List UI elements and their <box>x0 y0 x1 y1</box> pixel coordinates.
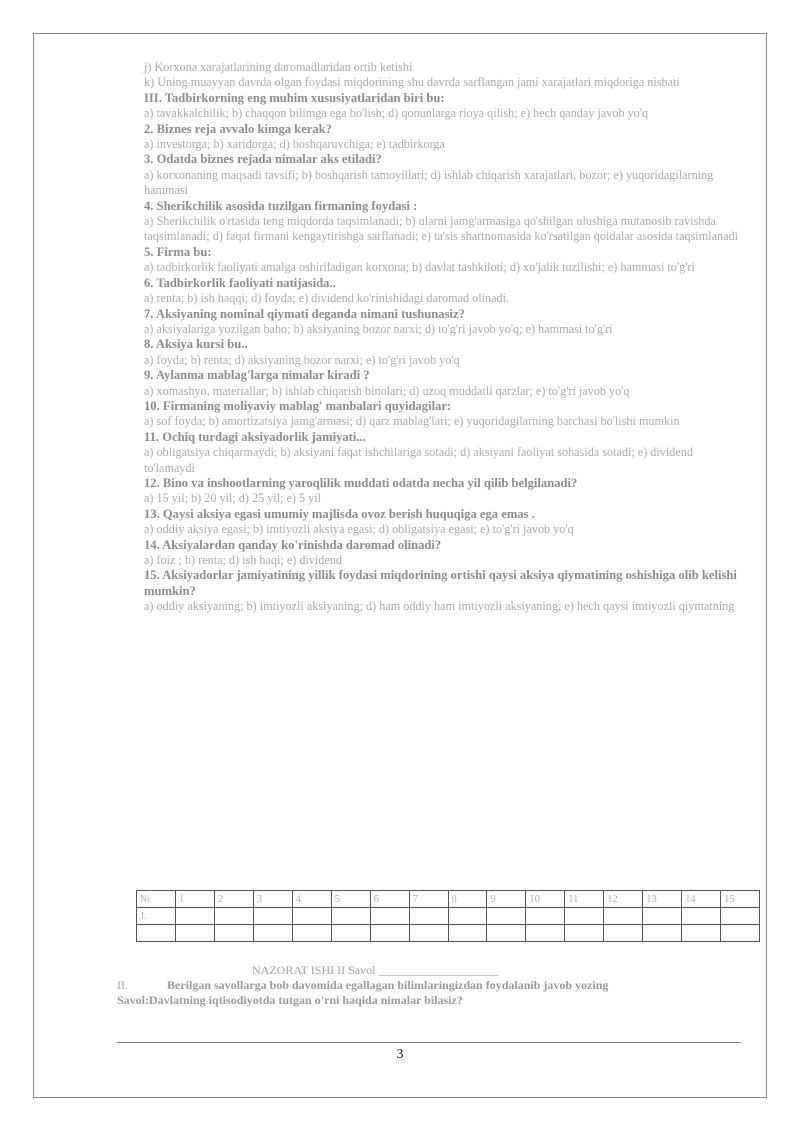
grid-cell <box>214 908 253 925</box>
question-text: 8. Aksiya kursi bu.. <box>144 337 248 352</box>
grid-cell <box>604 925 643 942</box>
grid-cell <box>721 925 760 942</box>
grid-cell <box>682 925 721 942</box>
answer-options: a) foyda; b) renta; d) aksiyaning bozor narxi; e) to'g'ri javob yo'q <box>144 352 460 367</box>
task-number: II. <box>117 978 128 992</box>
grid-cell <box>292 908 331 925</box>
grid-cell <box>565 908 604 925</box>
grid-cell: 14 <box>682 891 721 908</box>
grid-cell <box>565 925 604 942</box>
question-prompt: Savol:Davlatning iqtisodiyotda tutgan o'rni haqida nimalar bilasiz? <box>117 993 463 1007</box>
answer-options: a) tavakkalchilik; b) chaqqon bilimga ega bo'lish; d) qonunlarga rioya qilish; e) hech qanday javob yo'q <box>144 106 649 121</box>
answer-options: a) foiz ; b) renta; d) ish haqi; e) dividend <box>144 553 342 567</box>
grid-cell: 9 <box>487 891 526 908</box>
grid-cell <box>175 908 214 925</box>
grid-cell <box>409 908 448 925</box>
grid-cell: 15 <box>721 891 760 908</box>
question-text: 6. Tadbirkorlik faoliyati natijasida.. <box>144 275 336 290</box>
grid-cell <box>448 925 487 942</box>
grid-cell <box>604 908 643 925</box>
question-text: 5. Firma bu: <box>144 244 212 259</box>
grid-cell: 1 <box>175 891 214 908</box>
answer-options: a) renta; b) ish haqqi; d) foyda; e) dividend ko'rinishidagi daromad olinadi. <box>144 291 510 306</box>
answer-options: j) Korxona xarajatlarining daromadlaridan ortib ketishi <box>144 60 413 74</box>
footer-rule <box>117 1042 741 1043</box>
grid-cell <box>643 925 682 942</box>
answer-options: a) oddiy aksiyaning; b) imtiyozli aksiyaning; d) ham oddiy ham imtiyozli aksiyaning; e) hech qaysi imtiyozli qiymatning <box>144 599 735 614</box>
answer-options: k) Uning muayyan davrda olgan foydasi miqdorining shu davrda sarflangan jami xarajatlari miqdoriga nisbati <box>144 75 680 90</box>
question-text: 2. Biznes reja avvalo kimga kerak? <box>144 121 332 136</box>
grid-cell <box>526 908 565 925</box>
answer-options: a) Sherikchilik o'rtasida teng miqdorda taqsimlanadi; b) ularni jamg'armasiga qo'shilgan ulushiga mutanosib ravishda taqsimlanadi; d) faqat firmani kengaytirishga sarflanadi; e) ta'sis shartnomasida ko'rsatilgan qoidalar asosida taqsimlanadi <box>144 214 738 244</box>
grid-cell: 3 <box>253 891 292 908</box>
task-instruction: Berilgan savollarga bob davomida egallagan bilimlaringizdan foydalanib javob yozing <box>167 978 609 992</box>
grid-cell <box>175 925 214 942</box>
answer-options: a) xomashyo, materiallar; b) ishlab chiqarish binolari; d) uzoq muddatli qarzlar; e) to'g'ri javob yo'q <box>144 383 630 398</box>
answer-grid <box>136 890 760 942</box>
grid-cell <box>682 908 721 925</box>
question-text: 15. Aksiyadorlar jamiyatining yillik foydasi miqdorining ortishi qaysi aksiya qiymatining oshishiga olib kelishi mumkin? <box>144 568 737 598</box>
grid-cell: 12 <box>604 891 643 908</box>
grid-cell: 13 <box>643 891 682 908</box>
grid-cell <box>292 925 331 942</box>
answer-options: a) aksiyalariga yozilgan baho; b) aksiyaning bozor narxi; d) to'g'ri javob yo'q; e) hammasi to'g'ri <box>144 321 613 336</box>
question-text: 10. Firmaning moliyaviy mablag' manbalari quyidagilar: <box>144 398 452 413</box>
grid-cell: 10 <box>526 891 565 908</box>
grid-cell <box>370 925 409 942</box>
footer-section <box>117 963 737 1008</box>
grid-cell <box>370 908 409 925</box>
grid-cell <box>331 908 370 925</box>
questions-body <box>144 60 744 615</box>
grid-cell: 7 <box>409 891 448 908</box>
grid-cell <box>253 925 292 942</box>
answer-options: a) obligatsiya chiqarmaydi; b) aksiyani faqat ishchilariga sotadi; d) aksiyani faoliyat sohasida sotadi; e) dividend to'lamaydi <box>144 445 693 475</box>
grid-cell: 8 <box>448 891 487 908</box>
grid-cell: № <box>137 891 176 908</box>
grid-cell <box>253 908 292 925</box>
grid-cell <box>721 908 760 925</box>
question-text: 13. Qaysi aksiya egasi umumiy majlisda ovoz berish huquqiga ega emas . <box>144 506 535 521</box>
grid-header-row <box>137 891 760 908</box>
answer-options: a) tadbirkorlik faoliyati amalga oshiriladigan korxona; b) davlat tashkiloti; d) xo'jalik tuzilishi; e) hammasi to'g'ri <box>144 260 695 275</box>
grid-cell <box>643 908 682 925</box>
grid-cell <box>487 925 526 942</box>
grid-cell <box>214 925 253 942</box>
question-text: 3. Odatda biznes rejada nimalar aks etiladi? <box>144 152 382 167</box>
grid-cell: J. <box>137 908 176 925</box>
answer-options: a) 15 yil; b) 20 yil; d) 25 yil; e) 5 yil <box>144 491 322 506</box>
task-row <box>117 978 737 993</box>
answer-options: a) sof foyda; b) amortizatsiya jamg'armasi; d) qarz mablag'lari; e) yuqoridagilarning barchasi bo'lishi mumkin <box>144 414 680 429</box>
question-text: 14. Aksiyalardan qanday ko'rinishda daromad olinadi? <box>144 537 442 552</box>
grid-cell <box>331 925 370 942</box>
question-text: 9. Aylanma mablag'larga nimalar kiradi ? <box>144 368 370 383</box>
grid-row <box>137 908 760 925</box>
grid-cell <box>448 908 487 925</box>
grid-cell: 5 <box>331 891 370 908</box>
control-work-title: NAZORAT ISHI II Savol ____________________ <box>252 963 499 977</box>
question-text: 11. Ochiq turdagi aksiyadorlik jamiyati... <box>144 429 366 444</box>
question-text: III. Tadbirkorning eng muhim xususiyatlaridan biri bu: <box>144 90 445 105</box>
answer-options: a) korxonaning maqsadi tavsifi; b) boshqarish tamoyillari; d) ishlab chiqarish xarajatlari, bozor; e) yuqoridagilarning hammasi <box>144 167 714 198</box>
grid-row <box>137 925 760 942</box>
question-text: 12. Bino va inshootlarning yaroqlilik muddati odatda necha yil qilib belgilanadi? <box>144 475 578 490</box>
grid-cell: 2 <box>214 891 253 908</box>
question-text: 7. Aksiyaning nominal qiymati deganda nimani tushunasiz? <box>144 306 465 321</box>
grid-cell <box>409 925 448 942</box>
grid-cell: 6 <box>370 891 409 908</box>
grid-cell <box>487 908 526 925</box>
grid-cell: 11 <box>565 891 604 908</box>
grid-cell <box>526 925 565 942</box>
grid-cell <box>137 925 176 942</box>
answer-options: a) investorga; b) xaridorga; d) boshqaruvchiga; e) tadbirkorga <box>144 137 445 152</box>
page-number: 3 <box>396 1047 404 1062</box>
question-text: 4. Sherikchilik asosida tuzilgan firmaning foydasi : <box>144 198 418 213</box>
grid-cell: 4 <box>292 891 331 908</box>
answer-options: a) oddiy aksiya egasi; b) imtiyozli aksiya egasi; d) obligatsiya egasi; e) to'g'ri javob yo'q <box>144 522 574 537</box>
